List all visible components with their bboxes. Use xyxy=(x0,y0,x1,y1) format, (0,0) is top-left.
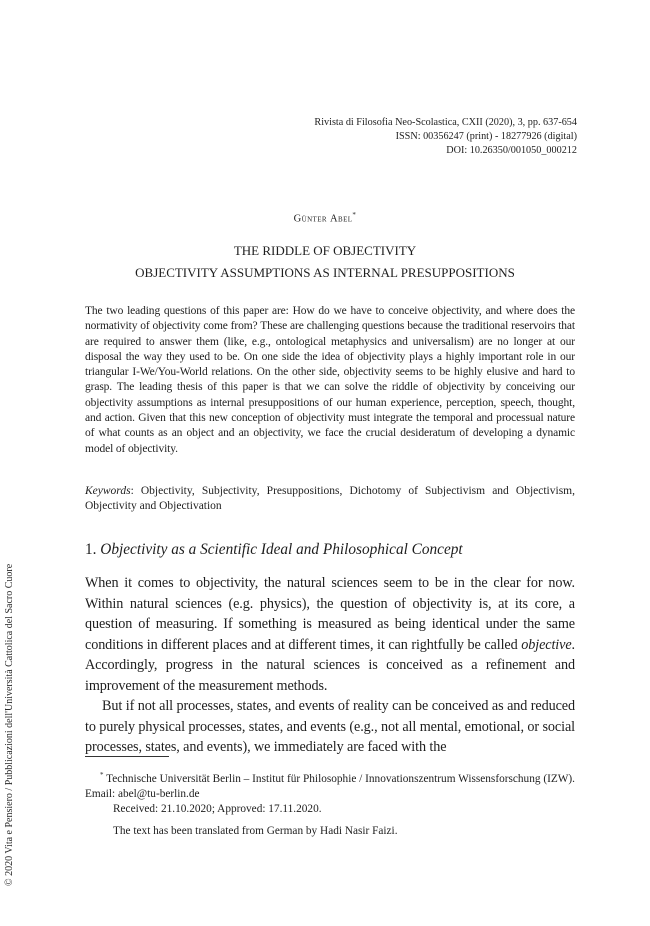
journal-issn: ISSN: 00356247 (print) - 18277926 (digital) xyxy=(395,131,577,142)
footnote-affiliation xyxy=(85,768,575,802)
section-heading xyxy=(85,540,463,560)
paragraph-1-part-b: . Accordingly, progress in the natural sciences is conceived as a refinement and improvement of the measurement methods. xyxy=(85,636,575,694)
footnote-dates: Received: 21.10.2020; Approved: 17.11.2020. xyxy=(113,803,322,816)
section-number: 1. xyxy=(85,541,101,558)
copyright-sidebar xyxy=(4,456,18,886)
footnote-affiliation-text: Technische Universität Berlin – Institut für Philosophie / Innovationszentrum Wissensforschung (IZW). Email: abel@tu-berlin.de xyxy=(85,772,575,800)
copyright-notice: © 2020 Vita e Pensiero / Pubblicazioni dell'Università Cattolica del Sacro Cuore xyxy=(4,563,15,886)
abstract: The two leading questions of this paper are: How do we have to conceive objectivity, and where does the normativity of objectivity come from? These are challenging questions because the traditional reservoirs that are required to answer them (like, e.g., ontological metaphysics and universalism) are no longer at our disposal the way they used to be. On one side the idea of objectivity plays a highly important role in our triangular I-We/You-World relations. On the other side, objectivity seems to be highly elusive and hard to grasp. The leading thesis of this paper is that we can solve the riddle of objectivity by conceiving our objectivity assumptions as internal presuppositions of our human experience, perception, speech, thought, and action. Given that this new conception of objectivity must integrate the temporal and processual nature of what counts as an object and an objectivity, we face the crucial desideratum of developing a dynamic model of objectivity. xyxy=(85,305,575,455)
footnote-mark: * xyxy=(100,771,104,779)
body-text xyxy=(85,573,575,758)
title-subtitle: OBJECTIVITY ASSUMPTIONS AS INTERNAL PRESUPPOSITIONS xyxy=(135,265,515,280)
title-main: THE RIDDLE OF OBJECTIVITY xyxy=(233,243,417,258)
journal-header xyxy=(314,116,577,158)
keywords-label: Keywords xyxy=(85,485,131,497)
paragraph-1-emphasis: objective xyxy=(521,636,572,653)
section-title: Objectivity as a Scientific Ideal and Philosophical Concept xyxy=(100,541,463,558)
footnote-translation: The text has been translated from German by Hadi Nasir Faizi. xyxy=(113,825,398,838)
paragraph-2: But if not all processes, states, and events of reality can be conceived as and reduced to purely physical processes, states, and events (e.g., not all mental, emotional, or social processes, states, and events), we immediately are faced with the xyxy=(85,698,575,755)
journal-doi: DOI: 10.26350/001050_000212 xyxy=(446,145,577,156)
keywords xyxy=(85,484,575,515)
article-title xyxy=(0,240,650,284)
author-first-name: Günter xyxy=(293,213,327,225)
journal-citation: Rivista di Filosofia Neo-Scolastica, CXII (2020), 3, pp. 637-654 xyxy=(314,117,577,128)
footnotes xyxy=(85,768,575,840)
keywords-list: : Objectivity, Subjectivity, Presuppositions, Dichotomy of Subjectivism and Objectivism, Objectivity and Objectivation xyxy=(85,485,575,513)
author-name xyxy=(0,211,650,225)
author-footnote-mark: * xyxy=(352,211,357,219)
paragraph-1 xyxy=(85,573,575,696)
paragraph-1-part-a: When it comes to objectivity, the natural sciences seem to be in the clear for now. Within natural sciences (e.g. physics), the question of objectivity is, at its core, a question of measuring. If something is measured as being identical under the same conditions in different places and at different times, it can rightfully be called xyxy=(85,575,575,653)
footnote-separator xyxy=(85,756,169,757)
author-last-name: Abel xyxy=(330,213,353,225)
